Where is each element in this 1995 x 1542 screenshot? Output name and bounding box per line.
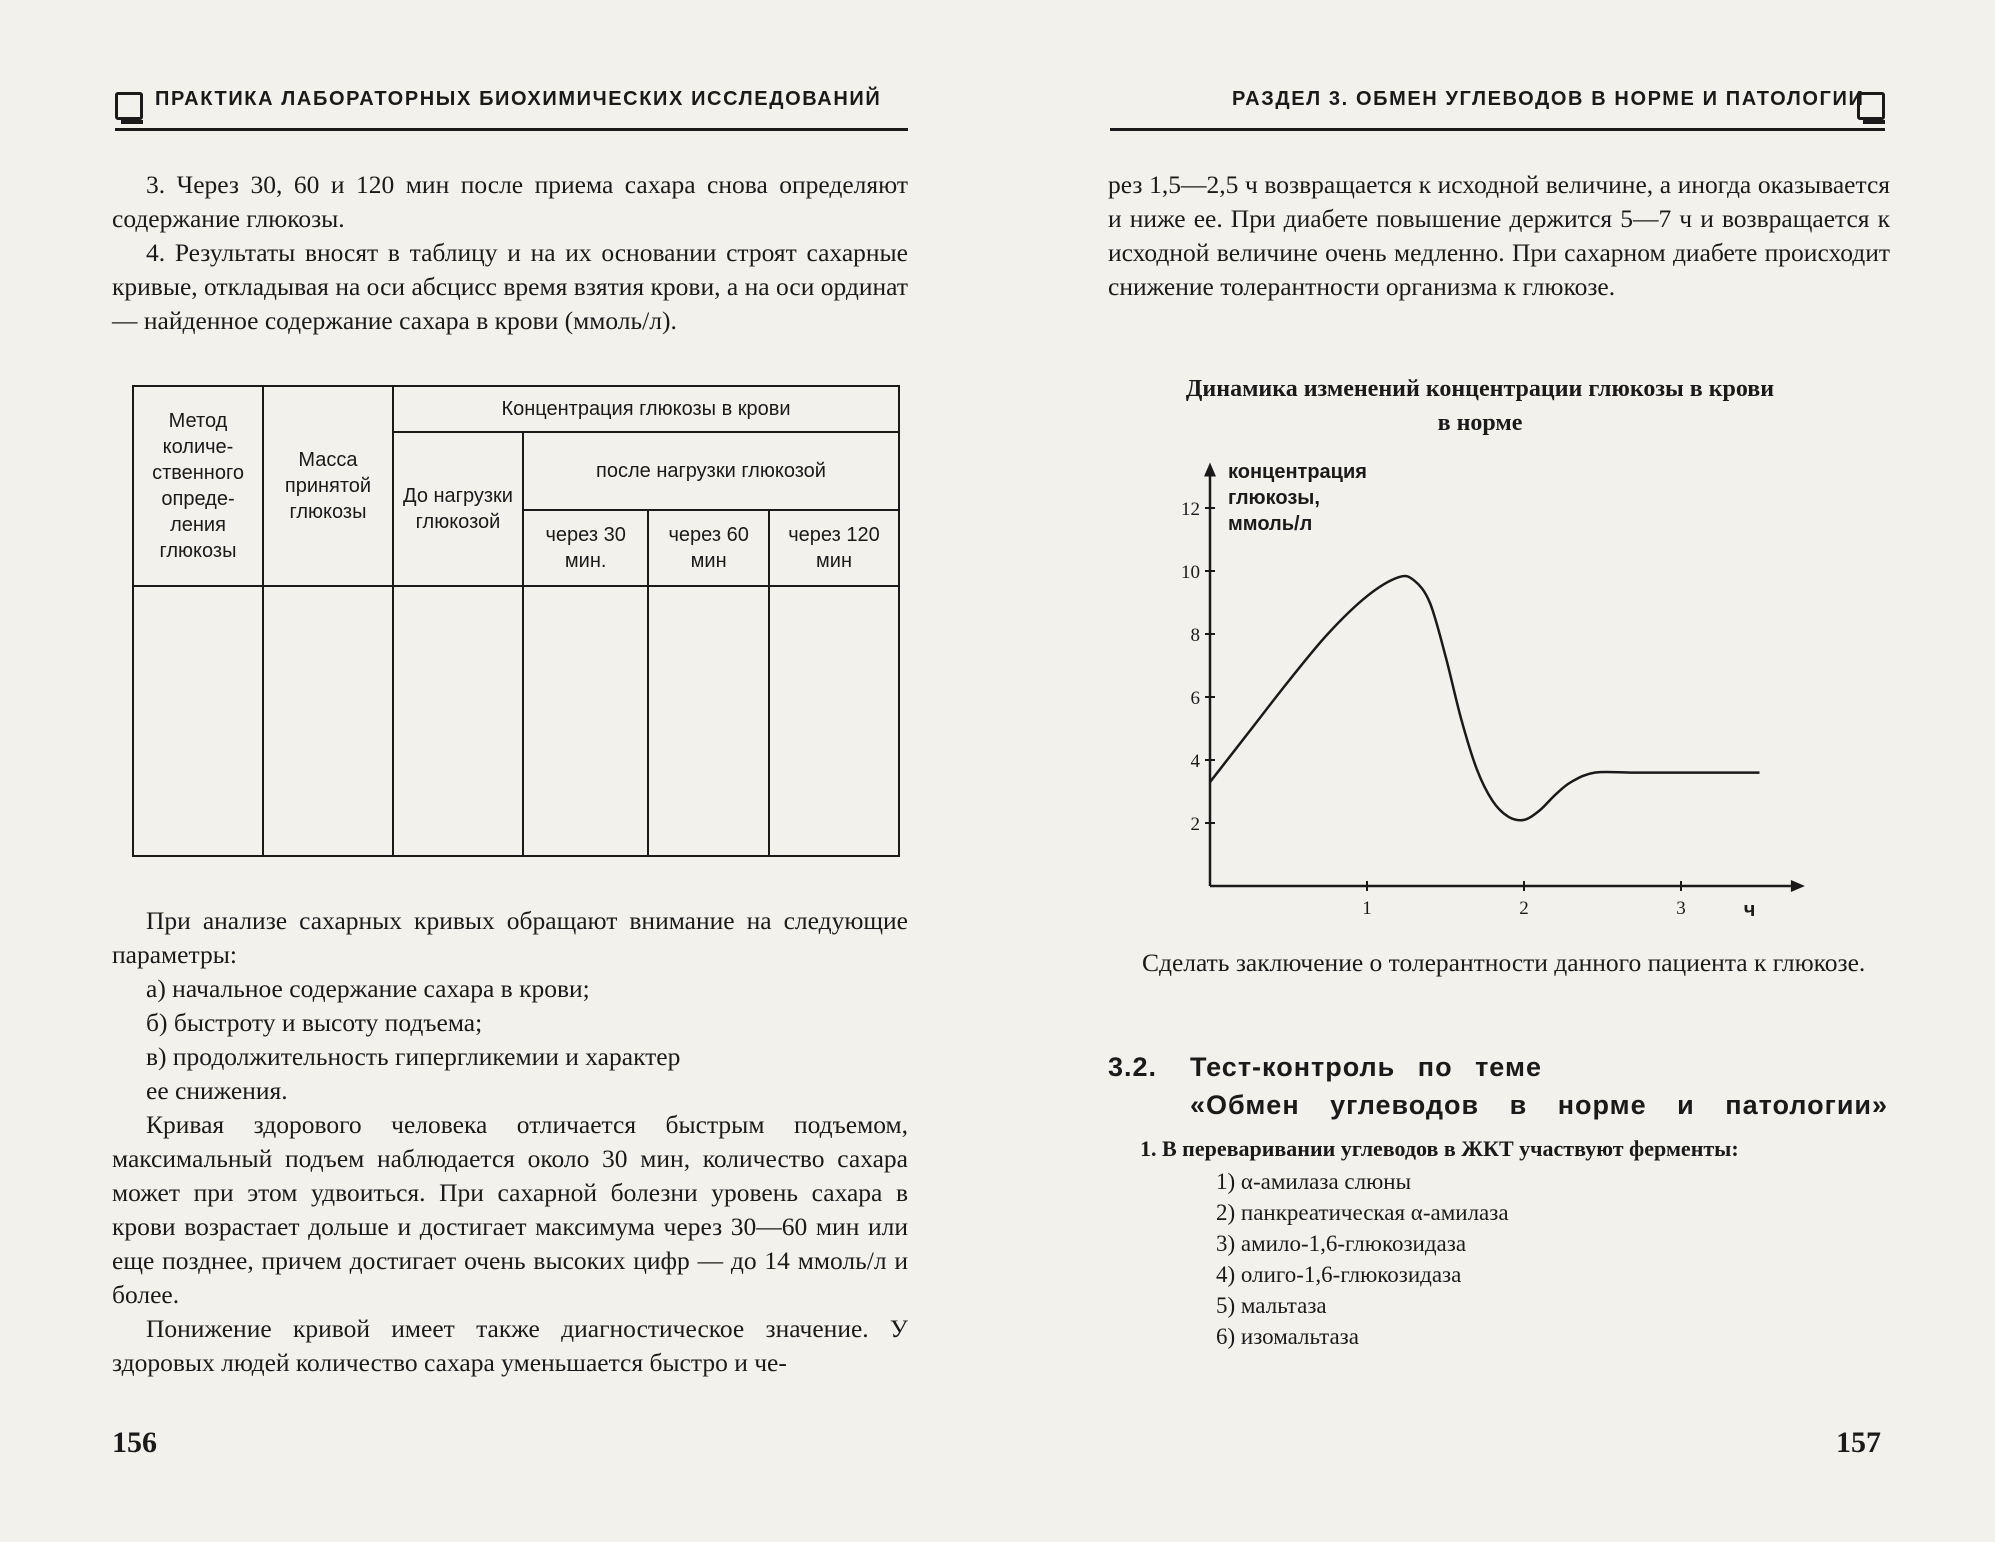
y-tick-label: 2	[1190, 814, 1200, 835]
param-c-line1: в) продолжительность гипергликемии и характер	[146, 1042, 681, 1071]
y-tick-label: 10	[1181, 562, 1200, 583]
results-table	[132, 385, 900, 857]
glucose-chart	[1140, 460, 1820, 920]
analysis-intro: При анализе сахарных кривых обращают внимание на следующие параметры:	[112, 906, 908, 969]
x-tick-label: 2	[1519, 898, 1529, 919]
option-1: 1) α-амилаза слюны	[1216, 1169, 1412, 1194]
empty-cell	[769, 586, 899, 856]
left-text-top	[112, 168, 908, 338]
left-text-bottom	[112, 904, 908, 1380]
x-tick-label: 3	[1676, 898, 1686, 919]
page-number-left: 156	[112, 1426, 157, 1459]
healthy-curve-paragraph: Кривая здорового человека отличается быстрым подъемом, максимальный подъем наблюдается около 30 мин, количество сахара может при этом удвоиться. При сахарной болезни уровень сахара в крови возрастает дольше и достигает максимума через 30—60 мин или еще позднее, причем достигает очень высоких цифр — до 14 ммоль/л и более.	[112, 1110, 908, 1309]
y-axis-label: ммоль/л	[1228, 513, 1313, 535]
question-1: 1. В переваривании углеводов в ЖКТ участвуют ферменты:	[1140, 1136, 1739, 1161]
y-tick-label: 12	[1181, 499, 1200, 520]
header-before-load: До нагрузки глюкозой	[393, 432, 523, 586]
step-3-paragraph: 3. Через 30, 60 и 120 мин после приема сахара снова определяют содержание глюкозы.	[112, 170, 908, 233]
x-axis-arrow	[1791, 880, 1805, 892]
option-4: 4) олиго-1,6-глюкозидаза	[1216, 1262, 1462, 1287]
empty-cell	[133, 586, 263, 856]
conclusion-paragraph: Сделать заключение о толерантности данного пациента к глюкозе.	[1142, 948, 1866, 977]
empty-cell	[393, 586, 523, 856]
option-5: 5) мальтаза	[1216, 1293, 1327, 1318]
left-header-rule	[115, 128, 908, 131]
square-bullet-icon	[115, 92, 143, 120]
option-3: 3) амило-1,6-глюкозидаза	[1216, 1231, 1467, 1256]
right-running-head: РАЗДЕЛ 3. ОБМЕН УГЛЕВОДОВ В НОРМЕ И ПАТОЛОГИИ	[1232, 88, 1865, 110]
y-axis-arrow	[1204, 463, 1216, 477]
table-row	[133, 586, 899, 856]
step-4-paragraph: 4. Результаты вносят в таблицу и на их основании строят сахарные кривые, откладывая на оси абсцисс время взятия крови, а на оси ординат — найденное содержание сахара в крови (ммоль/л).	[112, 238, 908, 335]
header-120-min: через 120 мин	[769, 510, 899, 586]
empty-cell	[523, 586, 648, 856]
right-text-middle	[1108, 946, 1890, 980]
header-mass: Масса принятой глюкозы	[263, 386, 393, 586]
y-axis-label: концентрация	[1228, 461, 1367, 483]
empty-cell	[648, 586, 769, 856]
decrease-paragraph: Понижение кривой имеет также диагностическое значение. У здоровых людей количество сахара уменьшается быстро и че-	[112, 1314, 908, 1377]
chart-title-line2: в норме	[1437, 410, 1523, 436]
left-running-head: ПРАКТИКА ЛАБОРАТОРНЫХ БИОХИМИЧЕСКИХ ИССЛЕДОВАНИЙ	[155, 88, 882, 110]
header-60-min: через 60 мин	[648, 510, 769, 586]
y-tick-label: 8	[1190, 625, 1200, 646]
header-30-min: через 30 мин.	[523, 510, 648, 586]
header-method: Метод количе-ственного опреде-ления глюкозы	[133, 386, 263, 586]
option-2: 2) панкреатическая α-амилаза	[1216, 1200, 1509, 1225]
param-c-line2: ее снижения.	[146, 1076, 288, 1105]
y-tick-label: 6	[1190, 688, 1200, 709]
header-after-load: после нагрузки глюкозой	[523, 432, 899, 510]
empty-cell	[263, 586, 393, 856]
x-tick-label: 1	[1362, 898, 1372, 919]
section-title-line1: Тест-контроль по теме	[1190, 1052, 1542, 1082]
continuation-paragraph: рез 1,5—2,5 ч возвращается к исходной величине, а иногда оказывается и ниже ее. При диабете повышение держится 5—7 ч и возвращается к исходной величине очень медленно. При сахарном диабете происходит снижение толерантности организма к глюкозе.	[1108, 170, 1890, 301]
page-number-right: 157	[1836, 1426, 1881, 1459]
y-tick-label: 4	[1190, 751, 1200, 772]
option-6: 6) изомальтаза	[1216, 1324, 1359, 1349]
section-number: 3.2.	[1108, 1052, 1158, 1082]
chart-title-line1: Динамика изменений концентрации глюкозы в крови	[1185, 376, 1775, 402]
square-bullet-icon	[1857, 92, 1885, 120]
series-line-норма	[1210, 576, 1760, 820]
section-title-line2: «Обмен углеводов в норме и патологии»	[1190, 1090, 1889, 1120]
param-b: б) быстроту и высоту подъема;	[146, 1008, 483, 1037]
param-a: а) начальное содержание сахара в крови;	[146, 974, 590, 1003]
header-concentration: Концентрация глюкозы в крови	[393, 386, 899, 432]
y-axis-label: глюкозы,	[1228, 487, 1320, 509]
x-axis-label: ч	[1743, 899, 1756, 920]
right-text-top	[1108, 168, 1890, 304]
right-header-rule	[1110, 128, 1885, 131]
answer-options	[1216, 1166, 1509, 1352]
chart-title	[1130, 372, 1830, 440]
